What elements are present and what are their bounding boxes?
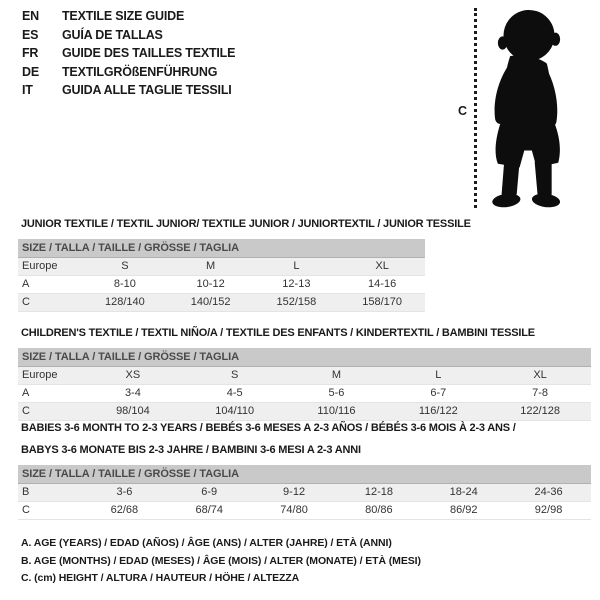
cell-value: M <box>206 260 216 272</box>
height-measure-dotted-line <box>474 8 477 208</box>
section-title-line: JUNIOR TEXTILE / TEXTIL JUNIOR/ TEXTILE JUNIOR / JUNIORTEXTIL / JUNIOR TESSILE <box>21 218 471 230</box>
language-code: EN <box>22 9 39 23</box>
section-title-babies <box>18 421 591 458</box>
table-row-c <box>18 294 425 312</box>
table-row-europe <box>18 367 591 385</box>
row-label: Europe <box>22 369 58 381</box>
size-table-babies <box>18 465 591 520</box>
cell-value: XL <box>533 369 547 381</box>
row-label: A <box>22 278 30 290</box>
table-row-a <box>18 385 591 403</box>
row-label: C <box>22 504 30 516</box>
height-measure-label: C <box>458 104 468 118</box>
cell-value: 110/116 <box>317 405 356 417</box>
cell-value: 86/92 <box>449 504 478 516</box>
language-code: FR <box>22 46 39 60</box>
cell-value: 140/152 <box>190 296 231 308</box>
row-label: A <box>22 387 30 399</box>
legend-note: B. AGE (MONTHS) / EDAD (MESES) / ÂGE (MOIS) / ALTER (MONATE) / ETÀ (MESI) <box>21 554 421 567</box>
cell-value: 152/158 <box>276 296 317 308</box>
cell-value: 10-12 <box>196 278 225 290</box>
baby-figure <box>450 4 585 214</box>
cell-value: S <box>231 369 239 381</box>
cell-value: 12-13 <box>282 278 311 290</box>
guide-title: GUIDA ALLE TAGLIE TESSILI <box>62 83 232 97</box>
cell-value: 98/104 <box>116 405 150 417</box>
cell-value: 128/140 <box>104 296 145 308</box>
language-code: IT <box>22 83 33 97</box>
cell-value: S <box>121 260 129 272</box>
baby-silhouette-icon <box>483 9 575 209</box>
size-table-junior <box>18 239 425 312</box>
size-header-bar: SIZE / TALLA / TAILLE / GRÖSSE / TAGLIA <box>18 239 425 258</box>
legend-note: C. (cm) HEIGHT / ALTURA / HAUTEUR / HÖHE / ALTEZZA <box>21 572 300 584</box>
cell-value: 3-4 <box>124 387 141 399</box>
cell-value: 3-6 <box>116 486 133 498</box>
cell-value: L <box>293 260 300 272</box>
language-title-list <box>22 7 235 100</box>
language-code: ES <box>22 27 39 42</box>
table-row-c <box>18 502 591 520</box>
cell-value: 74/80 <box>280 504 308 516</box>
section-title-line: BABIES 3-6 MONTH TO 2-3 YEARS / BEBÉS 3-6 MESES A 2-3 AÑOS / BÉBÉS 3-6 MOIS À 2-3 ANS / <box>21 422 516 434</box>
language-code: DE <box>22 64 39 79</box>
guide-title: TEXTILE SIZE GUIDE <box>62 9 185 23</box>
size-header-bar: SIZE / TALLA / TAILLE / GRÖSSE / TAGLIA <box>18 465 591 484</box>
cell-value: 24-36 <box>534 486 563 498</box>
section-title-children <box>18 326 591 341</box>
guide-title: GUÍA DE TALLAS <box>62 27 163 42</box>
cell-value: 9-12 <box>283 486 306 498</box>
guide-title: TEXTILGRÖßENFÜHRUNG <box>62 64 218 79</box>
row-label: C <box>22 405 30 417</box>
row-label: C <box>22 296 30 308</box>
cell-value: 104/110 <box>215 405 255 417</box>
size-section-junior <box>18 217 591 312</box>
cell-value: 6-7 <box>430 387 447 399</box>
language-row <box>22 81 235 100</box>
cell-value: XS <box>125 369 141 381</box>
cell-value: 8-10 <box>113 278 136 290</box>
cell-value: 80/86 <box>365 504 393 516</box>
cell-value: 158/170 <box>362 296 402 308</box>
cell-value: 116/122 <box>418 405 458 417</box>
cell-value: 68/74 <box>195 504 223 516</box>
legend-note: A. AGE (YEARS) / EDAD (AÑOS) / ÂGE (ANS) / ALTER (JAHRE) / ETÀ (ANNI) <box>21 537 392 549</box>
cell-value: 7-8 <box>532 387 549 399</box>
cell-value: 62/68 <box>110 504 139 516</box>
row-label: B <box>22 486 30 498</box>
cell-value: 92/98 <box>534 504 563 516</box>
cell-value: 122/128 <box>520 405 560 417</box>
size-header-bar: SIZE / TALLA / TAILLE / GRÖSSE / TAGLIA <box>18 348 591 367</box>
language-row <box>22 7 235 26</box>
cell-value: 6-9 <box>201 486 218 498</box>
language-row <box>22 44 235 63</box>
section-title-line: CHILDREN'S TEXTILE / TEXTIL NIÑO/A / TEXTILE DES ENFANTS / KINDERTEXTIL / BAMBINI TESSILE <box>21 327 535 339</box>
cell-value: L <box>435 369 442 381</box>
cell-value: 5-6 <box>328 387 345 399</box>
size-section-babies <box>18 421 591 520</box>
section-title-line: BABYS 3-6 MONATE BIS 2-3 JAHRE / BAMBINI 3-6 MESI A 2-3 ANNI <box>21 444 361 456</box>
guide-title: GUIDE DES TAILLES TEXTILE <box>62 46 236 60</box>
table-row-europe <box>18 258 425 276</box>
row-label: Europe <box>22 260 58 272</box>
cell-value: 12-18 <box>364 486 393 498</box>
cell-value: 4-5 <box>226 387 243 399</box>
cell-value: 18-24 <box>449 486 478 498</box>
size-section-children <box>18 326 591 421</box>
table-row-c <box>18 403 591 421</box>
section-title-junior <box>18 217 591 232</box>
table-row-a <box>18 276 425 294</box>
language-row <box>22 26 235 45</box>
cell-value: M <box>331 369 342 381</box>
table-row-b <box>18 484 591 502</box>
cell-value: XL <box>375 260 389 272</box>
legend-notes <box>21 535 421 588</box>
size-table-children <box>18 348 591 421</box>
language-row <box>22 63 235 82</box>
cell-value: 14-16 <box>368 278 397 290</box>
